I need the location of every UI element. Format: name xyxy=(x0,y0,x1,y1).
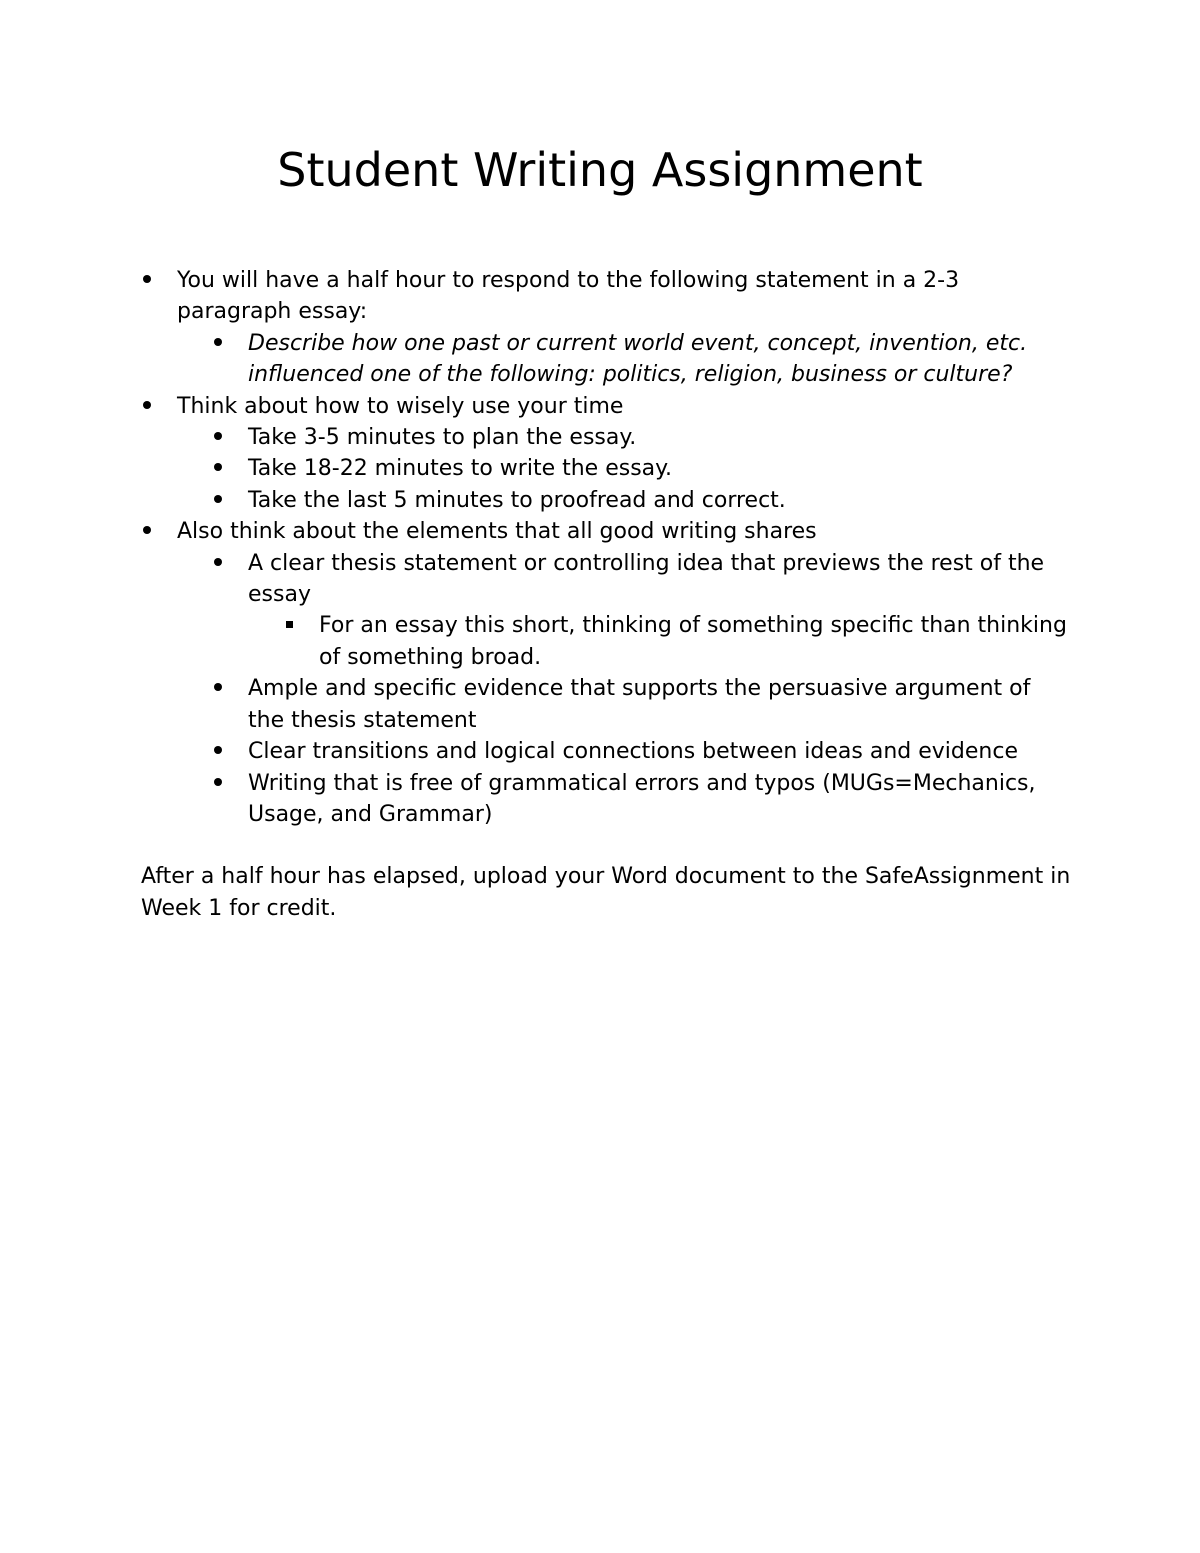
bullet-disc-icon xyxy=(141,516,177,547)
bullet-disc-icon xyxy=(212,736,248,767)
document-body xyxy=(141,265,1071,946)
list-item-text: Clear transitions and logical connections between ideas and evidence xyxy=(248,739,1018,765)
closing-paragraph: After a half hour has elapsed, upload your Word document to the SafeAssignment in Week 1 for credit. xyxy=(141,864,1071,921)
bullet-disc-icon xyxy=(212,453,248,484)
list-item xyxy=(141,673,1071,736)
bullet-disc-icon xyxy=(212,673,248,704)
list-item xyxy=(141,328,1071,391)
list-item xyxy=(141,768,1071,831)
list-item xyxy=(141,736,1071,767)
bullet-disc-icon xyxy=(212,422,248,453)
bullet-disc-icon xyxy=(141,391,177,422)
bullet-square-icon xyxy=(283,610,319,641)
list-item-text: A clear thesis statement or controlling idea that previews the rest of the essay xyxy=(248,550,1045,608)
list-item xyxy=(141,391,1071,422)
list-item-text: Take 18-22 minutes to write the essay. xyxy=(248,456,673,482)
list-item-text: Writing that is free of grammatical errors and typos (MUGs=Mechanics, Usage, and Grammar) xyxy=(248,770,1036,827)
list-item-text: Think about how to wisely use your time xyxy=(177,393,624,419)
list-item xyxy=(141,422,1071,453)
list-item xyxy=(141,610,1071,673)
list-item xyxy=(141,548,1071,611)
list-item-text: Take the last 5 minutes to proofread and correct. xyxy=(248,487,786,513)
bullet-disc-icon xyxy=(212,485,248,516)
document-title: Student Writing Assignment xyxy=(277,143,923,197)
bullet-disc-icon xyxy=(212,768,248,799)
list-item-text: You will have a half hour to respond to the following statement in a 2-3 paragraph essay: xyxy=(177,268,960,325)
list-item-text: Describe how one past or current world event, concept, invention, etc. influenced one of the following: politics, religion, business or culture? xyxy=(248,330,1028,388)
bullet-disc-icon xyxy=(212,328,248,359)
list-item-text: For an essay this short, thinking of something specific than thinking of something broad. xyxy=(319,613,1067,670)
list-item-text: Ample and specific evidence that supports the persuasive argument of the thesis statement xyxy=(248,676,1031,733)
list-item xyxy=(141,453,1071,484)
list-item xyxy=(141,516,1071,547)
bullet-disc-icon xyxy=(212,548,248,579)
list-item-text: Also think about the elements that all good writing shares xyxy=(177,519,817,545)
list-item xyxy=(141,265,1071,328)
list-item-text: Take 3-5 minutes to plan the essay. xyxy=(248,425,637,451)
bullet-disc-icon xyxy=(141,265,177,296)
list-item xyxy=(141,485,1071,516)
